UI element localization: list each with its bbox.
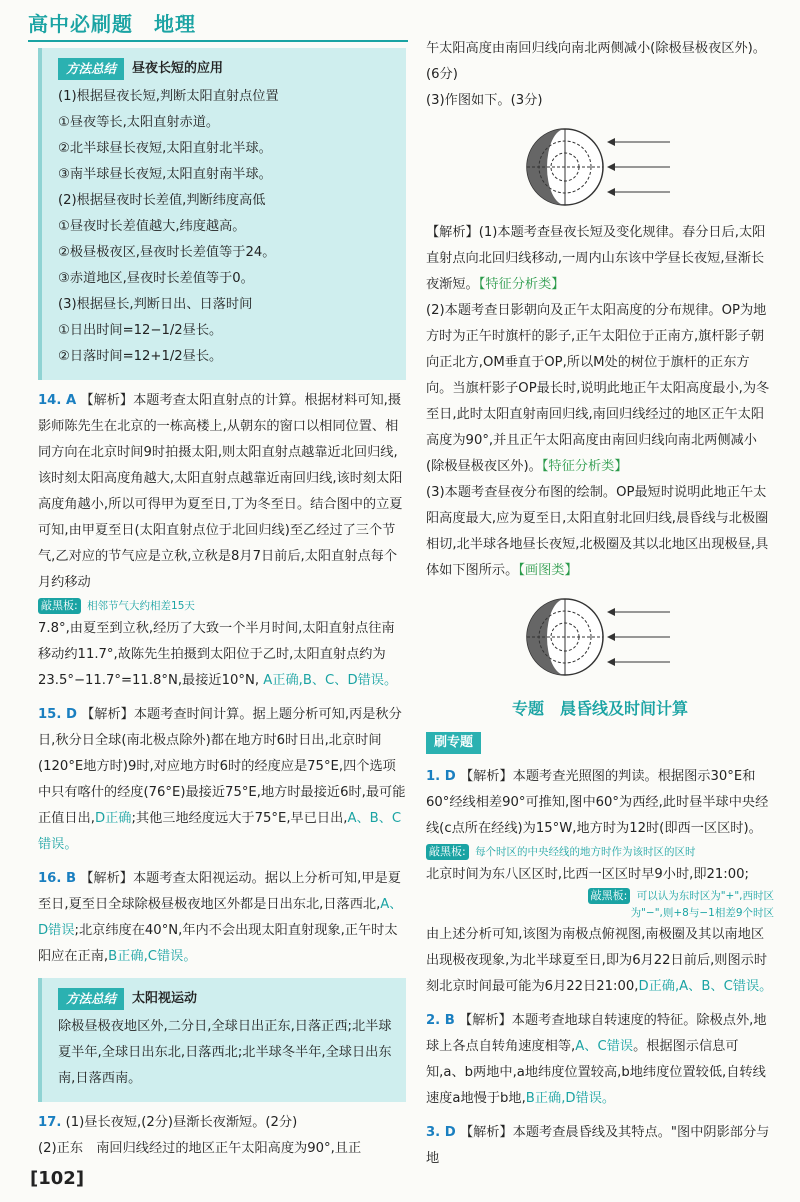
box-line: (1)根据昼夜长短,判断太阳直射点位置 <box>58 89 279 104</box>
question-text: 【解析】本题考查晨昏线及其特点。"图中阴影部分与地 <box>426 1125 770 1166</box>
category-tag: 【特征分析类】 <box>478 277 565 292</box>
category-tag: 【特征分析类】 <box>541 459 628 474</box>
page-number-value: 102 <box>38 1168 76 1189</box>
answer-wrong: A、B、C错误。 <box>38 811 402 852</box>
box-line: ②北半球昼长夜短,太阳直射北半球。 <box>58 141 272 156</box>
note-text: 可以认为东时区为"+",西时区为"−",则+8与−1相差9个时区 <box>630 890 774 919</box>
answer-continuation: 午太阳高度由南回归线向南北两侧减小(除极昼极夜区外)。(6分) <box>426 41 766 82</box>
box-line: (2)根据昼夜时长差值,判断纬度高低 <box>58 193 266 208</box>
question-text: 由上述分析可知,该图为南极点俯视图,南极圈及其以南地区出现极夜现象,为北半球夏至日,即为6月22日前后,则图示时刻北京时间最可能为6月22日21:00, <box>426 927 768 994</box>
question-number: 1. D <box>426 769 456 784</box>
topic-question-3 <box>426 1120 774 1172</box>
answer-correct: A正确,B、C、D错误。 <box>263 673 398 688</box>
blackboard-note-2 <box>576 888 774 922</box>
answer-correct: B正确,C错误。 <box>108 949 197 964</box>
answer-line: (1)昼长夜短,(2分)昼渐长夜渐短。(2分) <box>65 1115 298 1130</box>
question-text: 北京时间为东八区区时,比西一区区时早9小时,即21:00; <box>426 867 749 882</box>
box-line: ①昼夜时长差值越大,纬度越高。 <box>58 219 246 234</box>
question-text: 【解析】本题考查地球自转速度的特征。除极点外,地球上各点自转角速度相等, <box>426 1013 767 1054</box>
category-tag: 【画图类】 <box>518 563 578 578</box>
section-title: 专题 晨昏线及时间计算 <box>511 699 688 718</box>
box-line: (3)根据昼长,判断日出、日落时间 <box>58 297 253 312</box>
analysis-text: (2)本题考查日影朝向及正午太阳高度的分布规律。OP为地方时为正午时旗杆的影子,正午太阳位于正南方,旗杆影子朝向正北方,OM垂直于OP,所以M处的树位于旗杆的正东方向。当旗杆影子OP最长时,说明此地正午太阳高度最小,为冬至日,此时太阳直射南回归线,南回归线经过的地区正午太阳高度为90°,并且正午太阳高度由南回归线向南北两侧减小(除极昼极夜区外)。 <box>426 303 770 474</box>
answer-wrong: A、D错误 <box>38 897 403 938</box>
blackboard-note <box>426 842 774 862</box>
box-title: 昼夜长短的应用 <box>132 61 224 76</box>
answer-wrong: A、C错误 <box>575 1039 634 1054</box>
question-17 <box>38 1110 406 1162</box>
box-line: ②日落时间=12+1/2昼长。 <box>58 349 223 364</box>
note-badge: 敲黑板: <box>38 598 81 614</box>
answer-correct: B正确,D错误。 <box>525 1091 616 1106</box>
question-14 <box>38 388 406 694</box>
note-text: 每个时区的中央经线的地方时作为该时区的区时 <box>475 846 696 858</box>
brush-label: 刷专题 <box>426 732 481 754</box>
question-text: 【解析】本题考查太阳直射点的计算。根据材料可知,摄影师陈先生在北京的一栋高楼上,从朝东的窗口以相同位置、相同方向在北京时间9时拍摄太阳,则太阳直射点越靠近北回归线,该时刻太阳高度角越大,太阳直射点越靠近南回归线,该时刻太阳高度角越小,所以可得甲为夏至日,丁为冬至日。结合图中的立夏可知,由甲夏至日(太阳直射点位于北回归线)至乙经过了三个节气,乙对应的节气应是立秋,立秋是8月7日前后,太阳直射点每个月约移动 <box>38 393 403 590</box>
question-number: 17. <box>38 1115 62 1130</box>
question-15 <box>38 702 406 858</box>
analysis-part-1 <box>426 220 774 298</box>
method-summary-box-1 <box>38 48 406 380</box>
method-summary-box-2 <box>38 978 406 1102</box>
answer-correct: D正确 <box>94 811 132 826</box>
question-number: 15. D <box>38 707 77 722</box>
question-text: ;其他三地经度远大于75°E,早已日出, <box>131 811 348 826</box>
method-summary-tag: 方法总结 <box>58 988 124 1010</box>
header-rule <box>28 40 408 42</box>
box-line: ③赤道地区,昼夜时长差值等于0。 <box>58 271 254 286</box>
box-title: 太阳视运动 <box>132 991 198 1006</box>
method-summary-tag: 方法总结 <box>58 58 124 80</box>
question-number: 16. B <box>38 871 77 886</box>
box-line: ①昼夜等长,太阳直射赤道。 <box>58 115 220 130</box>
answer-correct: D正确,A、B、C错误。 <box>638 979 773 994</box>
box-line: ①日出时间=12−1/2昼长。 <box>58 323 223 338</box>
topic-question-2 <box>426 1008 774 1112</box>
analysis-text: (3)本题考查昼夜分布图的绘制。OP最短时说明此地正午太阳高度最大,应为夏至日,太阳直射北回归线,晨昏线与北极圈相切,北半球各地昼长夜短,北极圈及其以北地区出现极昼,具体如下图所示。 <box>426 485 769 578</box>
right-column <box>426 36 774 1172</box>
question-number: 3. D <box>426 1125 456 1140</box>
answer-line: (2)正东 南回归线经过的地区正午太阳高度为90°,且正 <box>38 1141 362 1156</box>
day-night-diagram-1 <box>520 122 680 212</box>
note-badge: 敲黑板: <box>588 888 631 904</box>
question-number: 2. B <box>426 1013 455 1028</box>
page-header-title: 高中必刷题 地理 <box>28 12 196 36</box>
box-line: ②极昼极夜区,昼夜时长差值等于24。 <box>58 245 276 260</box>
question-text: 。根据图示信息可知,a、b两地中,a地纬度位置较高,b地纬度位置较低,自转线速度a地慢于b地, <box>426 1039 766 1106</box>
topic-question-1 <box>426 764 774 1000</box>
question-text: 7.8°,由夏至到立秋,经历了大致一个半月时间,太阳直射点往南移动约11.7°,故陈先生拍摄到太阳位于乙时,太阳直射点约为23.5°−11.7°=11.8°N,最接近10°N, <box>38 621 395 688</box>
question-number: 14. A <box>38 393 77 408</box>
analysis-part-3 <box>426 480 774 584</box>
question-text: 【解析】本题考查光照图的判读。根据图示30°E和60°经线相差90°可推知,图中60°为西经,此时昼半球中央经线(c点所在经线)为15°W,地方时为12时(即西一区区时)。 <box>426 769 769 836</box>
note-badge: 敲黑板: <box>426 844 469 860</box>
question-text: 【解析】本题考查太阳视运动。据以上分析可知,甲是夏至日,夏至日全球除极昼极夜地区外都是日出东北,日落西北, <box>38 871 401 912</box>
box-line: ③南半球昼长夜短,太阳直射南半球。 <box>58 167 272 182</box>
page-number: [102] <box>30 1168 85 1189</box>
question-text: ;北京纬度在40°N,年内不会出现太阳直射现象,正午时太阳应在正南, <box>38 923 398 964</box>
blackboard-note <box>38 596 406 616</box>
analysis-text: 【解析】(1)本题考查昼夜长短及变化规律。春分日后,太阳直射点向北回归线移动,一周内山东该中学昼长夜短,昼渐长夜渐短。 <box>426 225 766 292</box>
day-night-diagram-2 <box>520 592 680 682</box>
question-text: 【解析】本题考查时间计算。据上题分析可知,丙是秋分日,秋分日全球(南北极点除外)都在地方时6时日出,北京时间(120°E地方时)9时,对应地方时6时的经度应是75°E,四个选项中只有喀什的经度(76°E)最接近75°E,地方时最接近6时,最可能正值日出, <box>38 707 406 826</box>
note-text: 相邻节气大约相差15天 <box>87 600 195 612</box>
left-column <box>38 48 406 1162</box>
box-text: 除极昼极夜地区外,二分日,全球日出正东,日落正西;北半球夏半年,全球日出东北,日落西北;北半球冬半年,全球日出东南,日落西南。 <box>58 1019 392 1086</box>
figure-caption: (3)作图如下。(3分) <box>426 93 543 108</box>
analysis-part-2 <box>426 298 774 480</box>
question-16 <box>38 866 406 970</box>
